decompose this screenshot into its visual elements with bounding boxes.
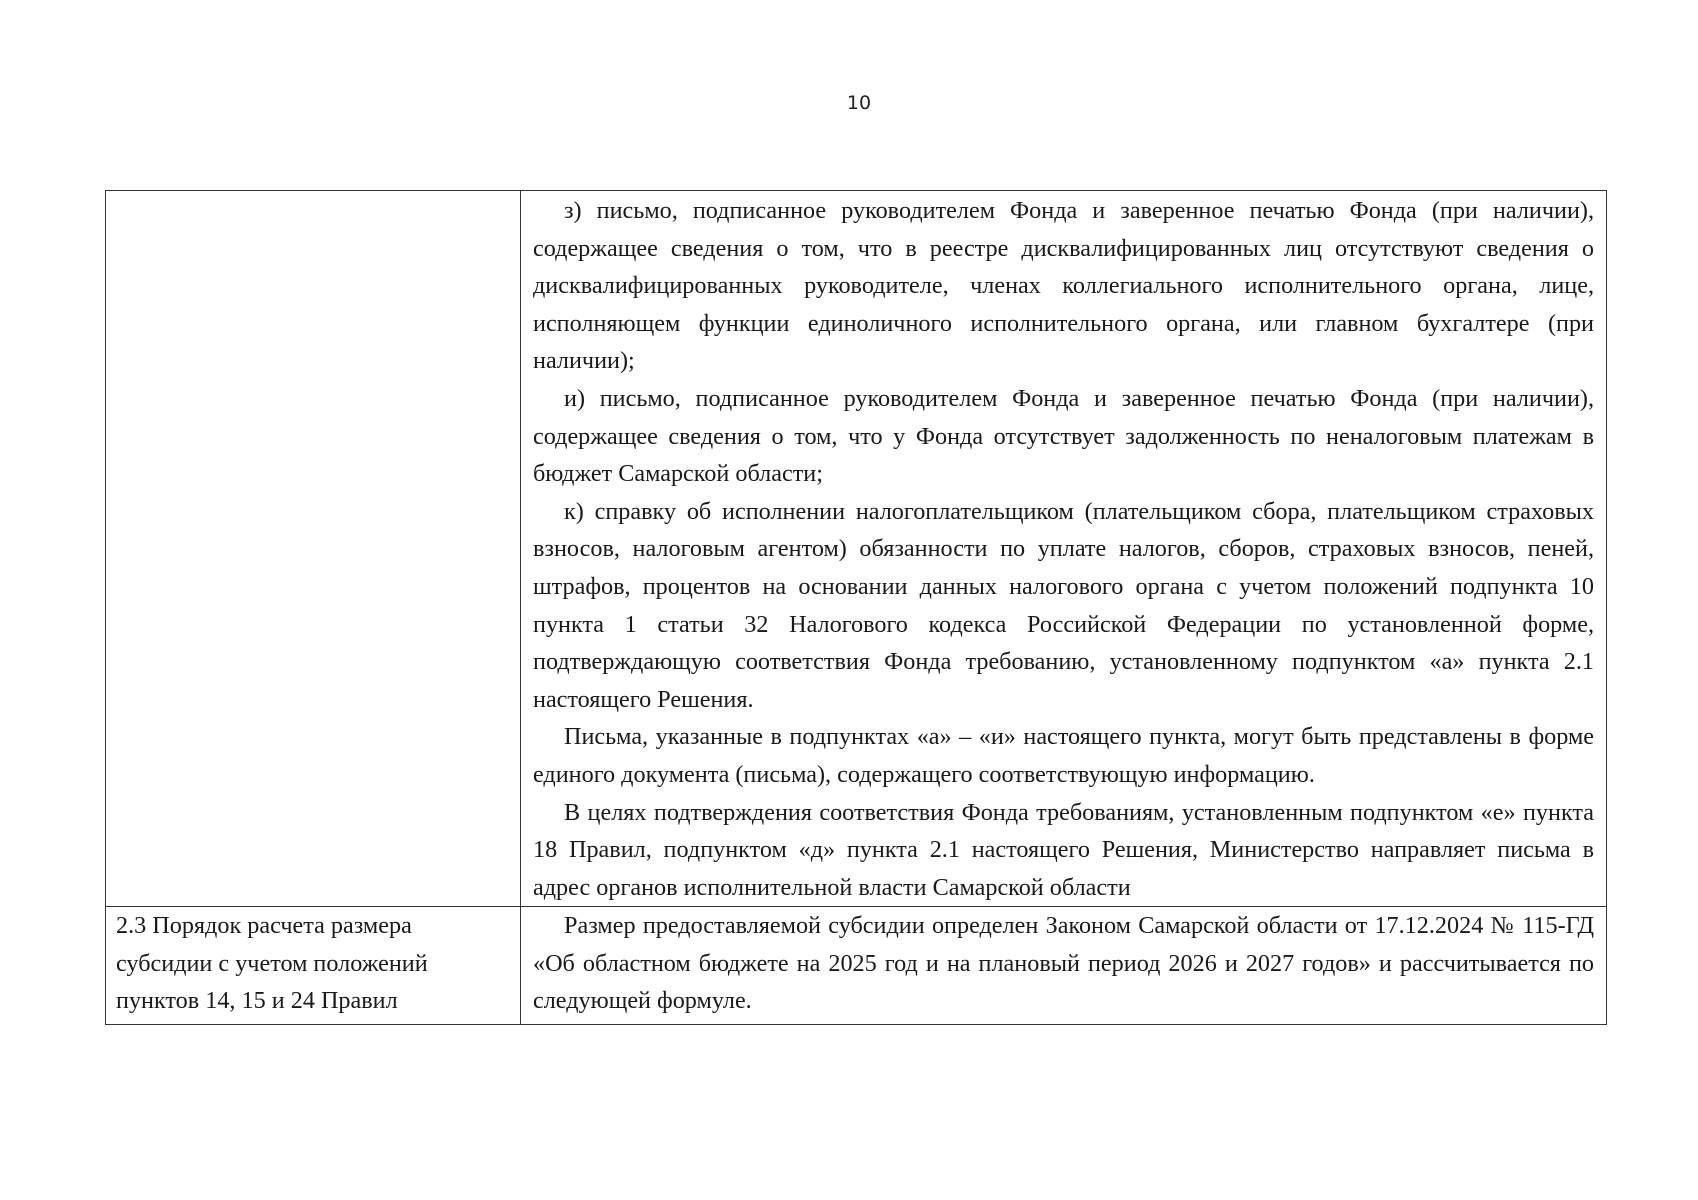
paragraph-z: з) письмо, подписанное руководителем Фонда и заверенное печатью Фонда (при наличии), содержащее сведения о том, что в реестре дисквалифицированных лиц отсутствуют сведения о дисквалифицированных руководителе, членах коллегиального исполнительного органа, лице, исполняющем функции единоличного исполнительного органа, или главном бухгалтере (при наличии); <box>533 197 1594 375</box>
row-1-left-cell <box>106 191 521 907</box>
paragraph-k: к) справку об исполнении налогоплательщиком (плательщиком сбора, плательщиком страховых взносов, налоговым агентом) обязанности по уплате налогов, сборов, страховых взносов, пеней, штрафов, процентов на основании данных налогового органа с учетом положений подпункта 10 пункта 1 статьи 32 Налогового кодекса Российской Федерации по установленной форме, подтверждающую соответствия Фонда требованию, установленному подпунктом «а» пункта 2.1 настоящего Решения. <box>533 497 1594 713</box>
paragraph-i: и) письмо, подписанное руководителем Фонда и заверенное печатью Фонда (при наличии), содержащее сведения о том, что у Фонда отсутствует задолженность по неналоговым платежам в бюджет Самарской области; <box>533 384 1594 488</box>
table-row <box>106 191 1607 907</box>
row-2-right-cell <box>521 907 1607 1025</box>
table-row <box>106 907 1607 1025</box>
page-number: 10 <box>846 92 872 114</box>
document-table <box>105 190 1607 1025</box>
paragraph-subsidy-size: Размер предоставляемой субсидии определен Законом Самарской области от 17.12.2024 № 115-ГД «Об областном бюджете на 2025 год и на плановый период 2026 и 2027 годов» и рассчитывается по следующей формуле. <box>533 912 1594 1015</box>
cell-spacer <box>533 1020 1594 1024</box>
paragraph-ministry-letters: В целях подтверждения соответствия Фонда требованиям, установленным подпунктом «е» пункта 18 Правил, подпунктом «д» пункта 2.1 настоящего Решения, Министерство направляет письма в адрес органов исполнительной власти Самарской области <box>533 798 1594 901</box>
row-2-left-cell <box>106 907 521 1025</box>
paragraph-letters-note: Письма, указанные в подпунктах «а» – «и» настоящего пункта, могут быть представлены в форме единого документа (письма), содержащего соответствующую информацию. <box>533 723 1594 788</box>
row-1-right-cell <box>521 191 1607 907</box>
section-2-3-heading: 2.3 Порядок расчета размера субсидии с учетом положений пунктов 14, 15 и 24 Правил <box>116 912 428 1015</box>
